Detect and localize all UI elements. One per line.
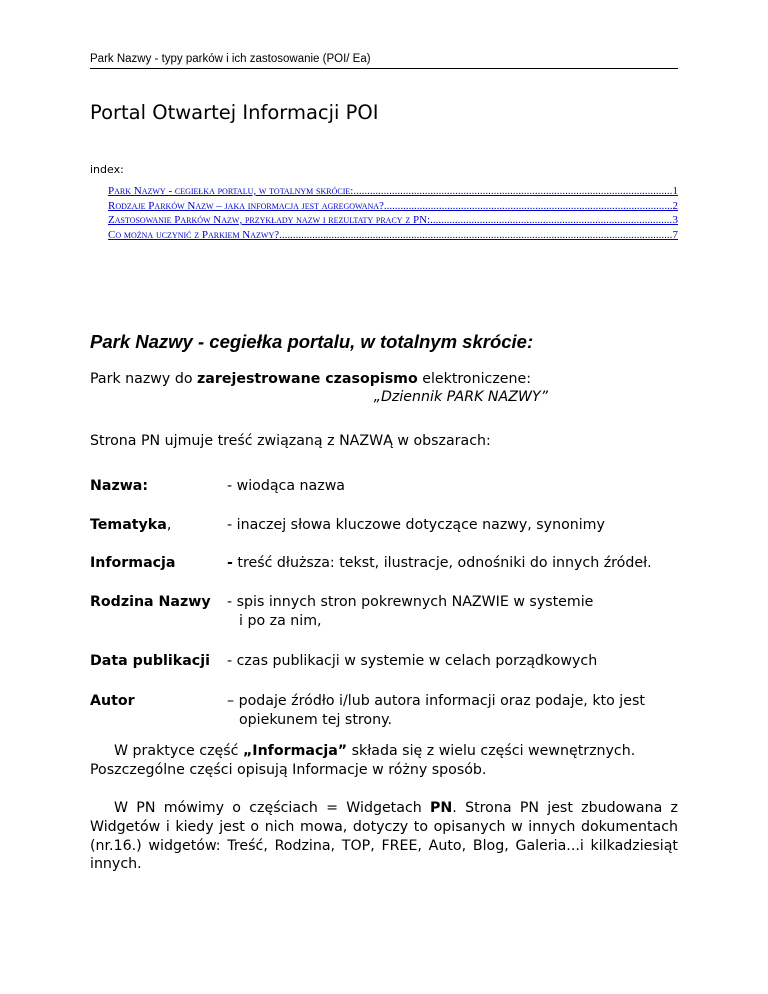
definition-dash: -	[227, 555, 233, 571]
paragraph	[90, 742, 678, 780]
toc-link[interactable]	[108, 229, 678, 244]
intro-text-pre: Park nazwy do	[90, 371, 198, 387]
toc-page-number[interactable]: 1	[672, 185, 678, 197]
intro-text-post: elektroniczene:	[417, 371, 532, 387]
toc-link[interactable]	[108, 200, 678, 215]
paragraph-text: W PN mówimy o częściach = Widgetach	[114, 800, 431, 816]
journal-name-quote: „Dziennik PARK NAZWY”	[373, 389, 548, 405]
toc-link-text[interactable]: Zastosowanie Parków Nazw, przykłady nazw i rezultaty pracy z PN:	[108, 214, 431, 226]
toc-page-number[interactable]: 7	[672, 228, 678, 241]
paragraph-bold: PN	[430, 800, 453, 816]
toc-link-text[interactable]: Co można uczynić z Parkiem Nazwy?	[108, 228, 280, 241]
definition-term: Autor	[90, 693, 135, 709]
section-heading: Park Nazwy - cegiełka portalu, w totalnym skrócie:	[90, 331, 534, 352]
definition-description-text: treść dłuższa: tekst, ilustracje, odnośniki do innych źródeł.	[232, 555, 652, 571]
definition-description	[227, 593, 687, 631]
definition-description-line: - spis innych stron pokrewnych NAZWIE w systemie	[227, 594, 594, 610]
toc-link-text[interactable]: Park Nazwy - cegiełka portalu, w totalnym skrócie:	[108, 185, 354, 197]
table-of-contents	[108, 185, 678, 243]
intro-text-bold: zarejestrowane czasopismo	[197, 371, 418, 387]
definition-term: Rodzina Nazwy	[90, 594, 211, 610]
toc-link[interactable]	[108, 214, 678, 229]
toc-page-number[interactable]: 2	[672, 199, 678, 212]
definition-description-line: i po za nim,	[239, 613, 322, 629]
toc-link[interactable]	[108, 185, 678, 200]
toc-leader-dots	[384, 200, 673, 212]
definition-description: - inaczej słowa kluczowe dotyczące nazwy, synonimy	[227, 517, 605, 533]
paragraph-line: Poszczególne części opisują Informacje w różny sposób.	[90, 761, 487, 778]
definition-term-text: Tematyka	[90, 517, 167, 533]
toc-link-text[interactable]: Rodzaje Parków Nazw – jaka informacja jest agregowana?	[108, 199, 384, 212]
paragraph-bold: „Informacja”	[242, 743, 348, 759]
toc-page-number[interactable]: 3	[672, 214, 678, 226]
paragraph	[90, 799, 678, 874]
paragraph-text: składa się z wielu części wewnętrznych.	[347, 743, 636, 759]
page-header: Park Nazwy - typy parków i ich zastosowanie (POI/ Ea)	[90, 53, 678, 69]
toc-leader-dots	[279, 229, 672, 241]
paragraph-text: W praktyce część	[114, 743, 243, 759]
paragraph-line	[90, 742, 678, 761]
definition-term	[90, 517, 171, 533]
toc-leader-dots	[430, 214, 672, 226]
toc-leader-dots	[353, 185, 672, 197]
paragraph-text: . Strona PN jest zbudowana z Widgetów i kiedy jest o nich mowa, dotyczy to opisanych w innych dokumentach (nr.16.) widgetów: Treść, Rodzina, TOP, FREE, Auto, Blog, Galeria...i kilkadziesiąt innych.	[90, 800, 678, 873]
index-label: index:	[90, 163, 124, 176]
definition-description: - wiodąca nazwa	[227, 478, 345, 494]
document-title: Portal Otwartej Informacji POI	[90, 101, 379, 124]
definition-description	[227, 692, 687, 730]
definition-term: Nazwa:	[90, 478, 149, 494]
definition-term: Data publikacji	[90, 653, 210, 669]
definition-description: - czas publikacji w systemie w celach porządkowych	[227, 653, 598, 669]
definition-description-line: opiekunem tej strony.	[239, 712, 392, 728]
intro-line	[90, 370, 531, 388]
definition-description	[227, 554, 687, 573]
definition-description-line: – podaje źródło i/lub autora informacji oraz podaje, kto jest	[227, 693, 645, 709]
definition-term-suffix: ,	[166, 517, 172, 533]
definition-term: Informacja	[90, 555, 176, 571]
scope-line: Strona PN ujmuje treść związaną z NAZWĄ w obszarach:	[90, 433, 491, 449]
